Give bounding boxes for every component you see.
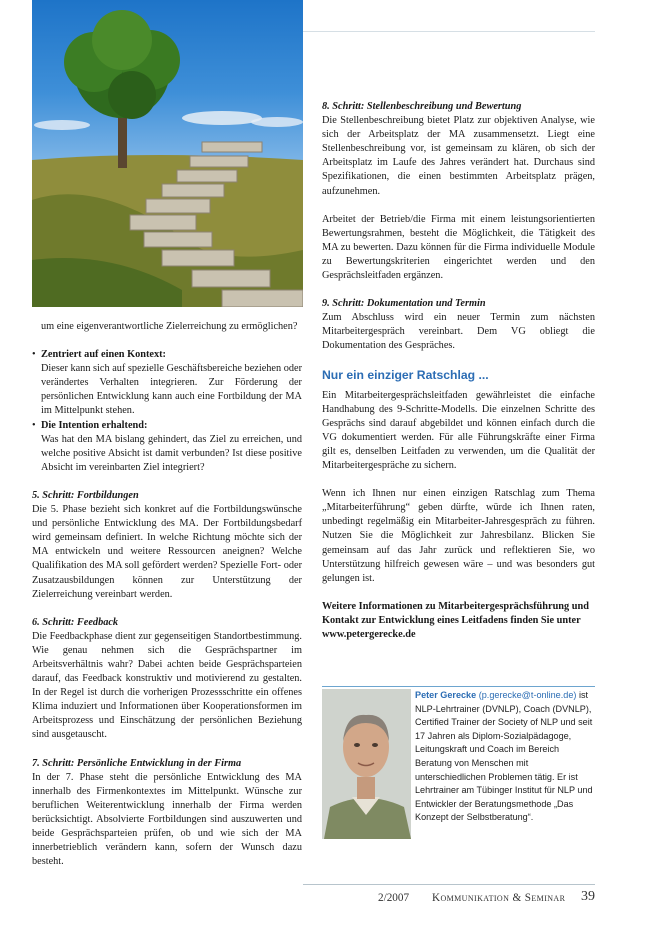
magazine-name: Kommunikation & Seminar	[432, 892, 566, 904]
page-number: 39	[581, 889, 595, 904]
author-bio	[415, 689, 595, 825]
hero-photo	[32, 0, 303, 307]
author-email-link[interactable]: (p.gerecke@t-online.de)	[478, 690, 577, 700]
bullet-icon: •	[32, 419, 36, 431]
step7-heading: 7. Schritt: Persönliche Entwicklung in der Firma	[32, 757, 242, 769]
author-description: ist NLP-Lehrtrainer (DVNLP), Coach (DVNLP), Certified Trainer der Society of NLP und seit 17 Jahren als Diplom-Sozialpädagoge, Leitungskraft und Coach im Bereich Beratung von Menschen mit unterschiedlichen Problemen tätig. Er ist Lehrtrainer am Tübinger Institut für NLP und Entwickler der Beratungsmethode „Das Konzept der Selbstberatung“.	[415, 690, 593, 823]
bullet-item-intention	[32, 419, 302, 475]
bullet-text: Was hat den MA bislang gehindert, das Ziel zu erreichen, und welche positive Absicht ist damit verbunden? Ist diese positive Absicht im vereinbarten Ziel integriert?	[41, 433, 302, 473]
step6-text: Die Feedbackphase dient zur gegenseitigen Standortbestimmung. Wie genau nehmen sich die Gesprächspartner im Arbeitsverhältnis wahr? Dabei achten beide Gesprächsparteien darauf, das Feedback konstruktiv und motivierend zu gestalten. In der Regel ist durch die vorherigen Prozessschritte ein offenes Klima induziert und Informationen über Kooperationsformen im Arbeitsprozess und Einschätzung der persönlichen Beziehung sind ausgetauscht.	[32, 630, 302, 741]
bullet-icon: •	[32, 349, 36, 361]
author-box	[322, 686, 595, 839]
author-portrait	[322, 689, 411, 839]
portrait-illustration	[322, 689, 411, 839]
tree-and-steps-illustration	[32, 0, 303, 307]
left-column	[32, 320, 302, 869]
right-column	[322, 100, 595, 656]
step7-text: In der 7. Phase steht die persönliche Entwicklung des MA innerhalb des Firmenkontextes im Mittelpunkt. Wünsche zur beruflichen Weiterentwicklung innerhalb der Firma werden berücksichtigt. Absolvierte Fortbildungen sind auszuwerten und beide Gesprächsparteien prüfen, ob und wie sich der MA innerbetrieblich verändern kann, sofern der Wunsch dazu besteht.	[32, 771, 302, 868]
bullet-title: Die Intention erhaltend:	[41, 419, 148, 431]
step8-paragraph-1: Die Stellenbeschreibung bietet Platz zur objektiven Analyse, wie sich der Arbeitsplatz der MA zusammensetzt. Liegt eine Stellenbeschreibung vor, ist gemeinsam zu klären, ob sich der Arbeitsplatz im Laufe des Jahres verändert hat. Durchaus sind Spezifikationen, die einen bestimmten Arbeitsplatz prägen, aufzunehmen.	[322, 115, 595, 197]
section-paragraph-1: Ein Mitarbeitergesprächsleitfaden gewährleistet die einfache Handhabung des 9-Schritte-Modells. Die einzelnen Schritte des Gesprächs sind darauf abgebildet und können einfach durch die VG dokumentiert werden. Für alle Führungskräfte einer Firma gilt es, denselben Leitfaden zu verwenden, um die Qualität der Mitarbeitergespräche zu sichern.	[322, 389, 595, 472]
step8-heading: 8. Schritt: Stellenbeschreibung und Bewertung	[322, 101, 522, 112]
step5-heading: 5. Schritt: Fortbildungen	[32, 489, 139, 501]
bullet-item-context	[32, 348, 302, 418]
footer-rule	[303, 884, 595, 885]
page-footer	[378, 889, 595, 909]
step6-heading: 6. Schritt: Feedback	[32, 616, 119, 628]
bullet-text: Dieser kann sich auf spezielle Geschäftsbereiche beziehen oder verändertes Verhalten integrieren. Zur Förderung der persönlichen Entwicklung kann auch eine Fortbildung der MA im Mittelpunkt stehen.	[41, 363, 303, 417]
info-paragraph: Weitere Informationen zu Mitarbeitergesprächsführung und Kontakt zur Entwicklung eines Leitfadens finden Sie unter www.petergerecke.de	[322, 600, 589, 640]
bullet-title: Zentriert auf einen Kontext:	[41, 349, 166, 361]
step8-paragraph-2: Arbeitet der Betrieb/die Firma mit einem leistungsorientierten Bewertungsrahmen, besteht die Möglichkeit, die Tätigkeit des MA zu bewerten. Dazu können für die Firma individuelle Module zu Bewertungskriterien eingerichtet werden und den Gesprächsleitfaden ergänzen.	[322, 213, 595, 282]
top-rule	[303, 31, 595, 32]
step5-text: Die 5. Phase bezieht sich konkret auf die Fortbildungswünsche und persönliche Entwicklung des MA. Der Fortbildungsbedarf wird gemeinsam definiert. In welche Richtung möchte sich der MA entwickeln und weitere Ressourcen aneignen? Welche Qualifikation des MA soll gefördert werden? Spezielle Fort- oder Zusatzausbildungen können zur Unterstützung der Zielerreichung vereinbart werden.	[32, 504, 302, 600]
section-paragraph-2: Wenn ich Ihnen nur einen einzigen Ratschlag zum Thema „Mitarbeiterführung“ geben dürfte, würde ich Ihnen raten, unbedingt regelmäßig ein Mitarbeiter-Jahresgespräch zu führen. Nutzen Sie die Möglichkeit zur Jahresbilanz. Blicken Sie gemeinsam auf das Jahr zurück und reflektieren Sie, wo Unterstützung hilfreich gewesen wäre – und was besonders gut gelungen ist.	[322, 488, 595, 584]
issue-number: 2/2007	[378, 892, 410, 904]
step9-text: Zum Abschluss wird ein neuer Termin zum nächsten Mitarbeitergespräch vereinbart. Dem VG obliegt die Dokumentation des Gespräches.	[322, 312, 595, 352]
author-name: Peter Gerecke	[415, 690, 477, 700]
section-heading: Nur ein einziger Ratschlag ...	[322, 367, 489, 382]
step9-heading: 9. Schritt: Dokumentation und Termin	[322, 298, 486, 310]
intro-paragraph: um eine eigenverantwortliche Zielerreichung zu ermöglichen?	[41, 321, 298, 332]
